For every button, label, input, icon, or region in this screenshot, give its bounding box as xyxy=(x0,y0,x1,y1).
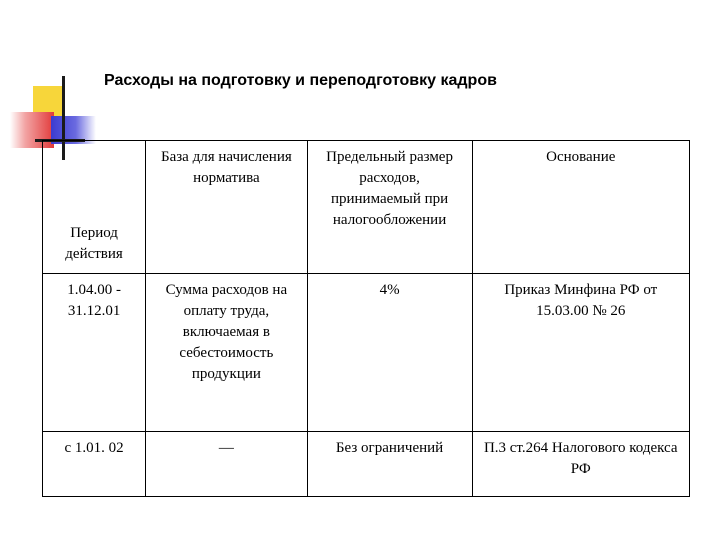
table-row xyxy=(43,274,690,432)
header-limit: Предельный размер расходов, принимаемый при налогообложении xyxy=(307,141,472,274)
header-base: База для начисления норматива xyxy=(146,141,308,274)
expense-table xyxy=(42,140,690,497)
header-basis: Основание xyxy=(472,141,690,274)
cell-basis: П.3 ст.264 Налогового кодекса РФ xyxy=(472,432,690,497)
cell-limit: Без ограничений xyxy=(307,432,472,497)
cell-limit: 4% xyxy=(307,274,472,432)
table-header-row xyxy=(43,141,690,274)
slide-title: Расходы на подготовку и переподготовку кадров xyxy=(104,72,497,89)
cell-period: 1.04.00 - 31.12.01 xyxy=(43,274,146,432)
cell-base: — xyxy=(146,432,308,497)
cell-period: с 1.01. 02 xyxy=(43,432,146,497)
cell-base: Сумма расходов на оплату труда, включаемая в себестоимость продукции xyxy=(146,274,308,432)
header-period: Период действия xyxy=(43,141,146,274)
cell-basis: Приказ Минфина РФ от 15.03.00 № 26 xyxy=(472,274,690,432)
table-row xyxy=(43,432,690,497)
